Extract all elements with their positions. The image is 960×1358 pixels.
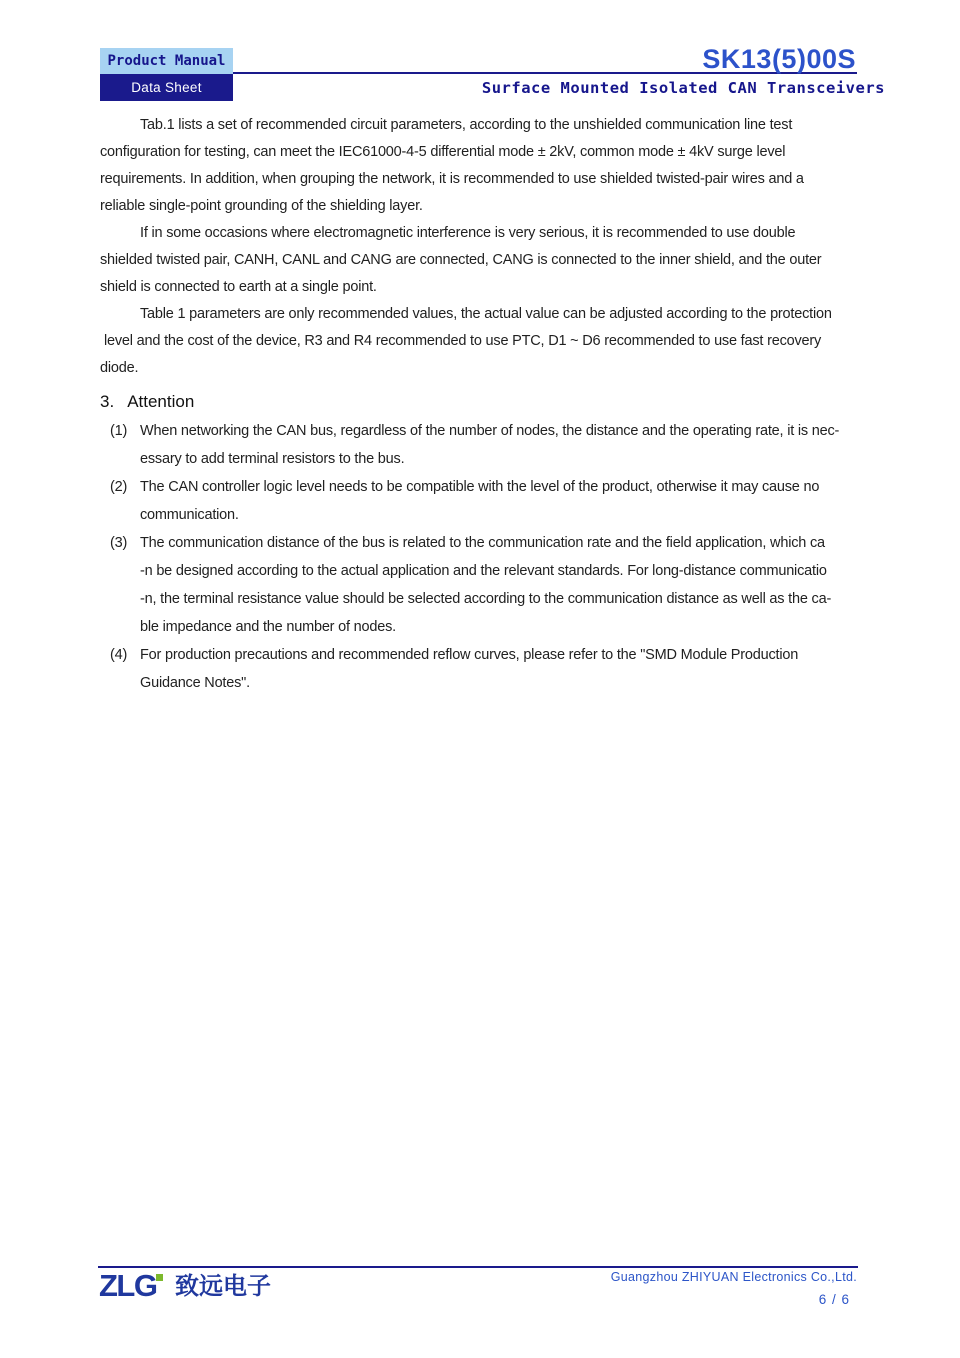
paragraph-emi-shielding — [100, 220, 906, 301]
header-badge-product-manual: Product Manual — [100, 48, 233, 74]
item-marker: (2) — [110, 479, 128, 495]
text-line: configuration for testing, can meet the IEC61000-4-5 differential mode ± 2kV, common mode ± 4kV surge level — [100, 144, 786, 160]
zlg-logo-chinese-text: 致远电子 — [174, 1272, 271, 1300]
paragraph-circuit-parameters — [100, 112, 906, 220]
text-line: essary to add terminal resistors to the bus. — [140, 451, 405, 467]
text-line: The CAN controller logic level needs to be compatible with the level of the product, otherwise it may cause no — [140, 479, 820, 495]
text-line: shield is connected to earth at a single point. — [100, 279, 377, 295]
footer-divider-line — [98, 1266, 858, 1268]
zlg-logo — [99, 1270, 271, 1304]
section-label: Attention — [127, 392, 195, 411]
attention-list — [100, 417, 906, 697]
product-model-title: SK13(5)00S — [702, 44, 856, 74]
section-heading-attention — [100, 390, 906, 414]
text-line: The communication distance of the bus is related to the communication rate and the field application, which ca — [140, 535, 825, 551]
text-line: -n, the terminal resistance value should be selected according to the communication distance as well as the ca- — [140, 591, 832, 607]
page-indicator: 6 / 6 — [818, 1292, 850, 1307]
item-marker: (3) — [110, 535, 128, 551]
paragraph-recommended-values — [100, 301, 906, 382]
text-line: If in some occasions where electromagnetic interference is very serious, it is recommended to use double — [140, 225, 796, 241]
text-line: Guidance Notes". — [140, 675, 250, 691]
attention-item-4 — [100, 641, 906, 697]
text-line: communication. — [140, 507, 239, 523]
text-line: level and the cost of the device, R3 and R4 recommended to use PTC, D1 ~ D6 recommended to use fast recovery — [104, 333, 822, 349]
attention-item-2 — [100, 473, 906, 529]
header-badge-data-sheet: Data Sheet — [100, 74, 233, 101]
text-line: For production precautions and recommended reflow curves, please refer to the "SMD Module Production — [140, 647, 799, 663]
text-line: -n be designed according to the actual application and the relevant standards. For long-distance communicatio — [140, 563, 827, 579]
text-line: shielded twisted pair, CANH, CANL and CANG are connected, CANG is connected to the inner shield, and the outer — [100, 252, 822, 268]
company-name: Guangzhou ZHIYUAN Electronics Co.,Ltd. — [610, 1270, 857, 1284]
text-line: diode. — [100, 360, 139, 376]
text-line: requirements. In addition, when grouping the network, it is recommended to use shielded twisted-pair wires and a — [100, 171, 804, 187]
document-body — [100, 112, 906, 697]
zlg-logo-text: ZLG — [99, 1268, 157, 1303]
text-line: When networking the CAN bus, regardless of the number of nodes, the distance and the operating rate, it is nec- — [140, 423, 840, 439]
text-line: reliable single-point grounding of the shielding layer. — [100, 198, 423, 214]
item-marker: (4) — [110, 647, 128, 663]
item-marker: (1) — [110, 423, 128, 439]
section-number: 3. — [100, 392, 115, 411]
text-line: Table 1 parameters are only recommended values, the actual value can be adjusted according to the protection — [140, 306, 832, 322]
attention-item-1 — [100, 417, 906, 473]
text-line: ble impedance and the number of nodes. — [140, 619, 396, 635]
zlg-logo-green-mark-icon — [156, 1274, 163, 1281]
document-subtitle: Surface Mounted Isolated CAN Transceivers — [481, 79, 885, 97]
attention-item-3 — [100, 529, 906, 641]
text-line: Tab.1 lists a set of recommended circuit parameters, according to the unshielded communication line test — [140, 117, 793, 133]
